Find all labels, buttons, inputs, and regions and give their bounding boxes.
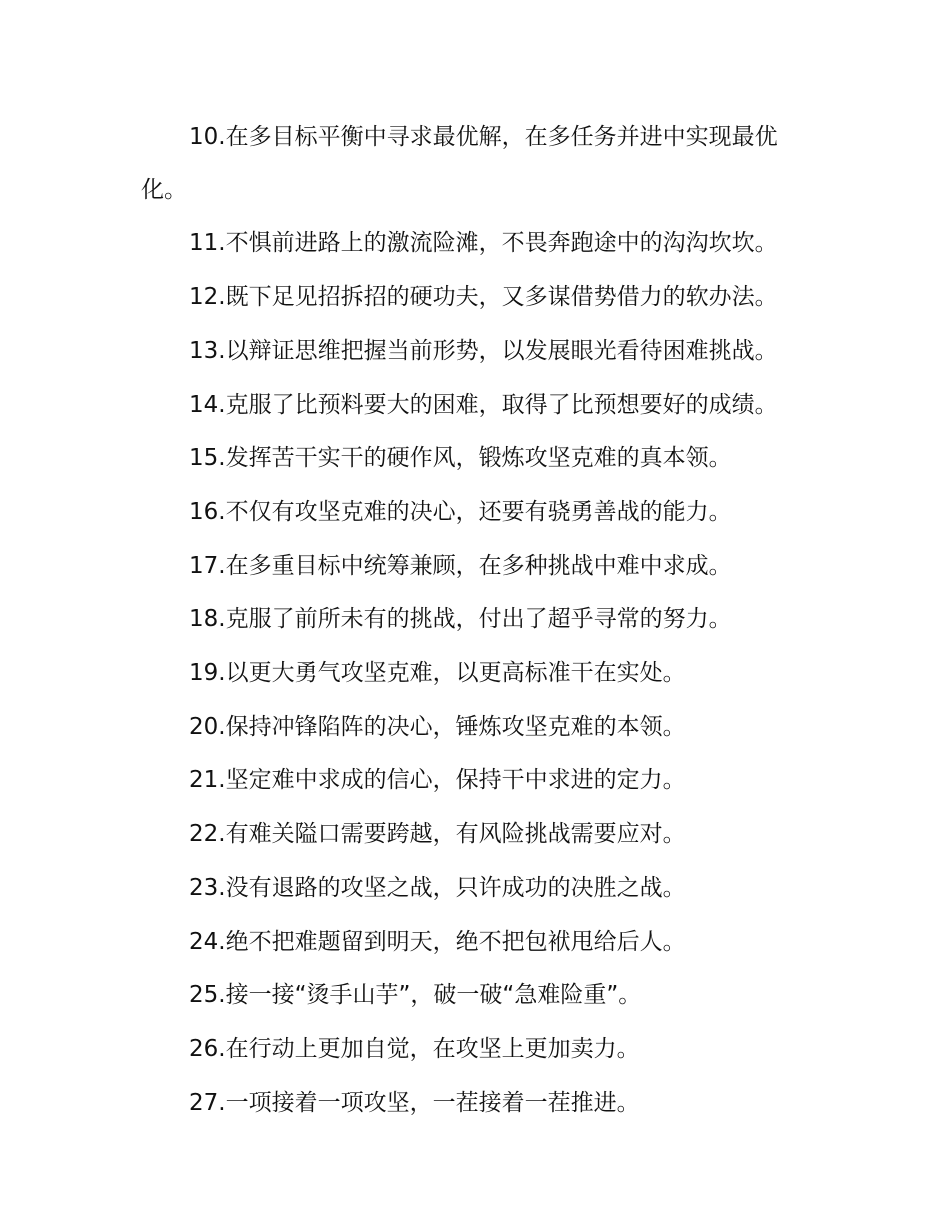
list-item: 11.不惧前进路上的激流险滩，不畏奔跑途中的沟沟坎坎。 bbox=[189, 230, 778, 257]
list-item: 25.接一接“烫手山芋”，破一破“急难险重”。 bbox=[189, 982, 642, 1009]
list-item: 22.有难关隘口需要跨越，有风险挑战需要应对。 bbox=[189, 821, 686, 848]
document-body bbox=[141, 111, 821, 1130]
list-item: 18.克服了前所未有的挑战，付出了超乎寻常的努力。 bbox=[189, 606, 732, 633]
list-item: 21.坚定难中求成的信心，保持干中求进的定力。 bbox=[189, 767, 686, 794]
list-item: 15.发挥苦干实干的硬作风，锻炼攻坚克难的真本领。 bbox=[189, 445, 732, 472]
list-item: 23.没有退路的攻坚之战，只许成功的决胜之战。 bbox=[189, 874, 686, 901]
list-item: 14.克服了比预料要大的困难，取得了比预想要好的成绩。 bbox=[189, 391, 778, 418]
list-item: 19.以更大勇气攻坚克难，以更高标准干在实处。 bbox=[189, 660, 686, 687]
list-item: 10.在多目标平衡中寻求最优解，在多任务并进中实现最优化。 bbox=[141, 124, 778, 203]
list-item: 27.一项接着一项攻坚，一茬接着一茬推进。 bbox=[189, 1089, 640, 1116]
list-item: 12.既下足见招拆招的硬功夫，又多谋借势借力的软办法。 bbox=[189, 284, 778, 311]
list-item: 13.以辩证思维把握当前形势，以发展眼光看待困难挑战。 bbox=[189, 337, 778, 364]
list-item: 20.保持冲锋陷阵的决心，锤炼攻坚克难的本领。 bbox=[189, 713, 686, 740]
list-item: 16.不仅有攻坚克难的决心，还要有骁勇善战的能力。 bbox=[189, 498, 732, 525]
list-item: 26.在行动上更加自觉，在攻坚上更加卖力。 bbox=[189, 1035, 640, 1062]
list-item: 17.在多重目标中统筹兼顾，在多种挑战中难中求成。 bbox=[189, 552, 732, 579]
list-item: 24.绝不把难题留到明天，绝不把包袱甩给后人。 bbox=[189, 928, 686, 955]
